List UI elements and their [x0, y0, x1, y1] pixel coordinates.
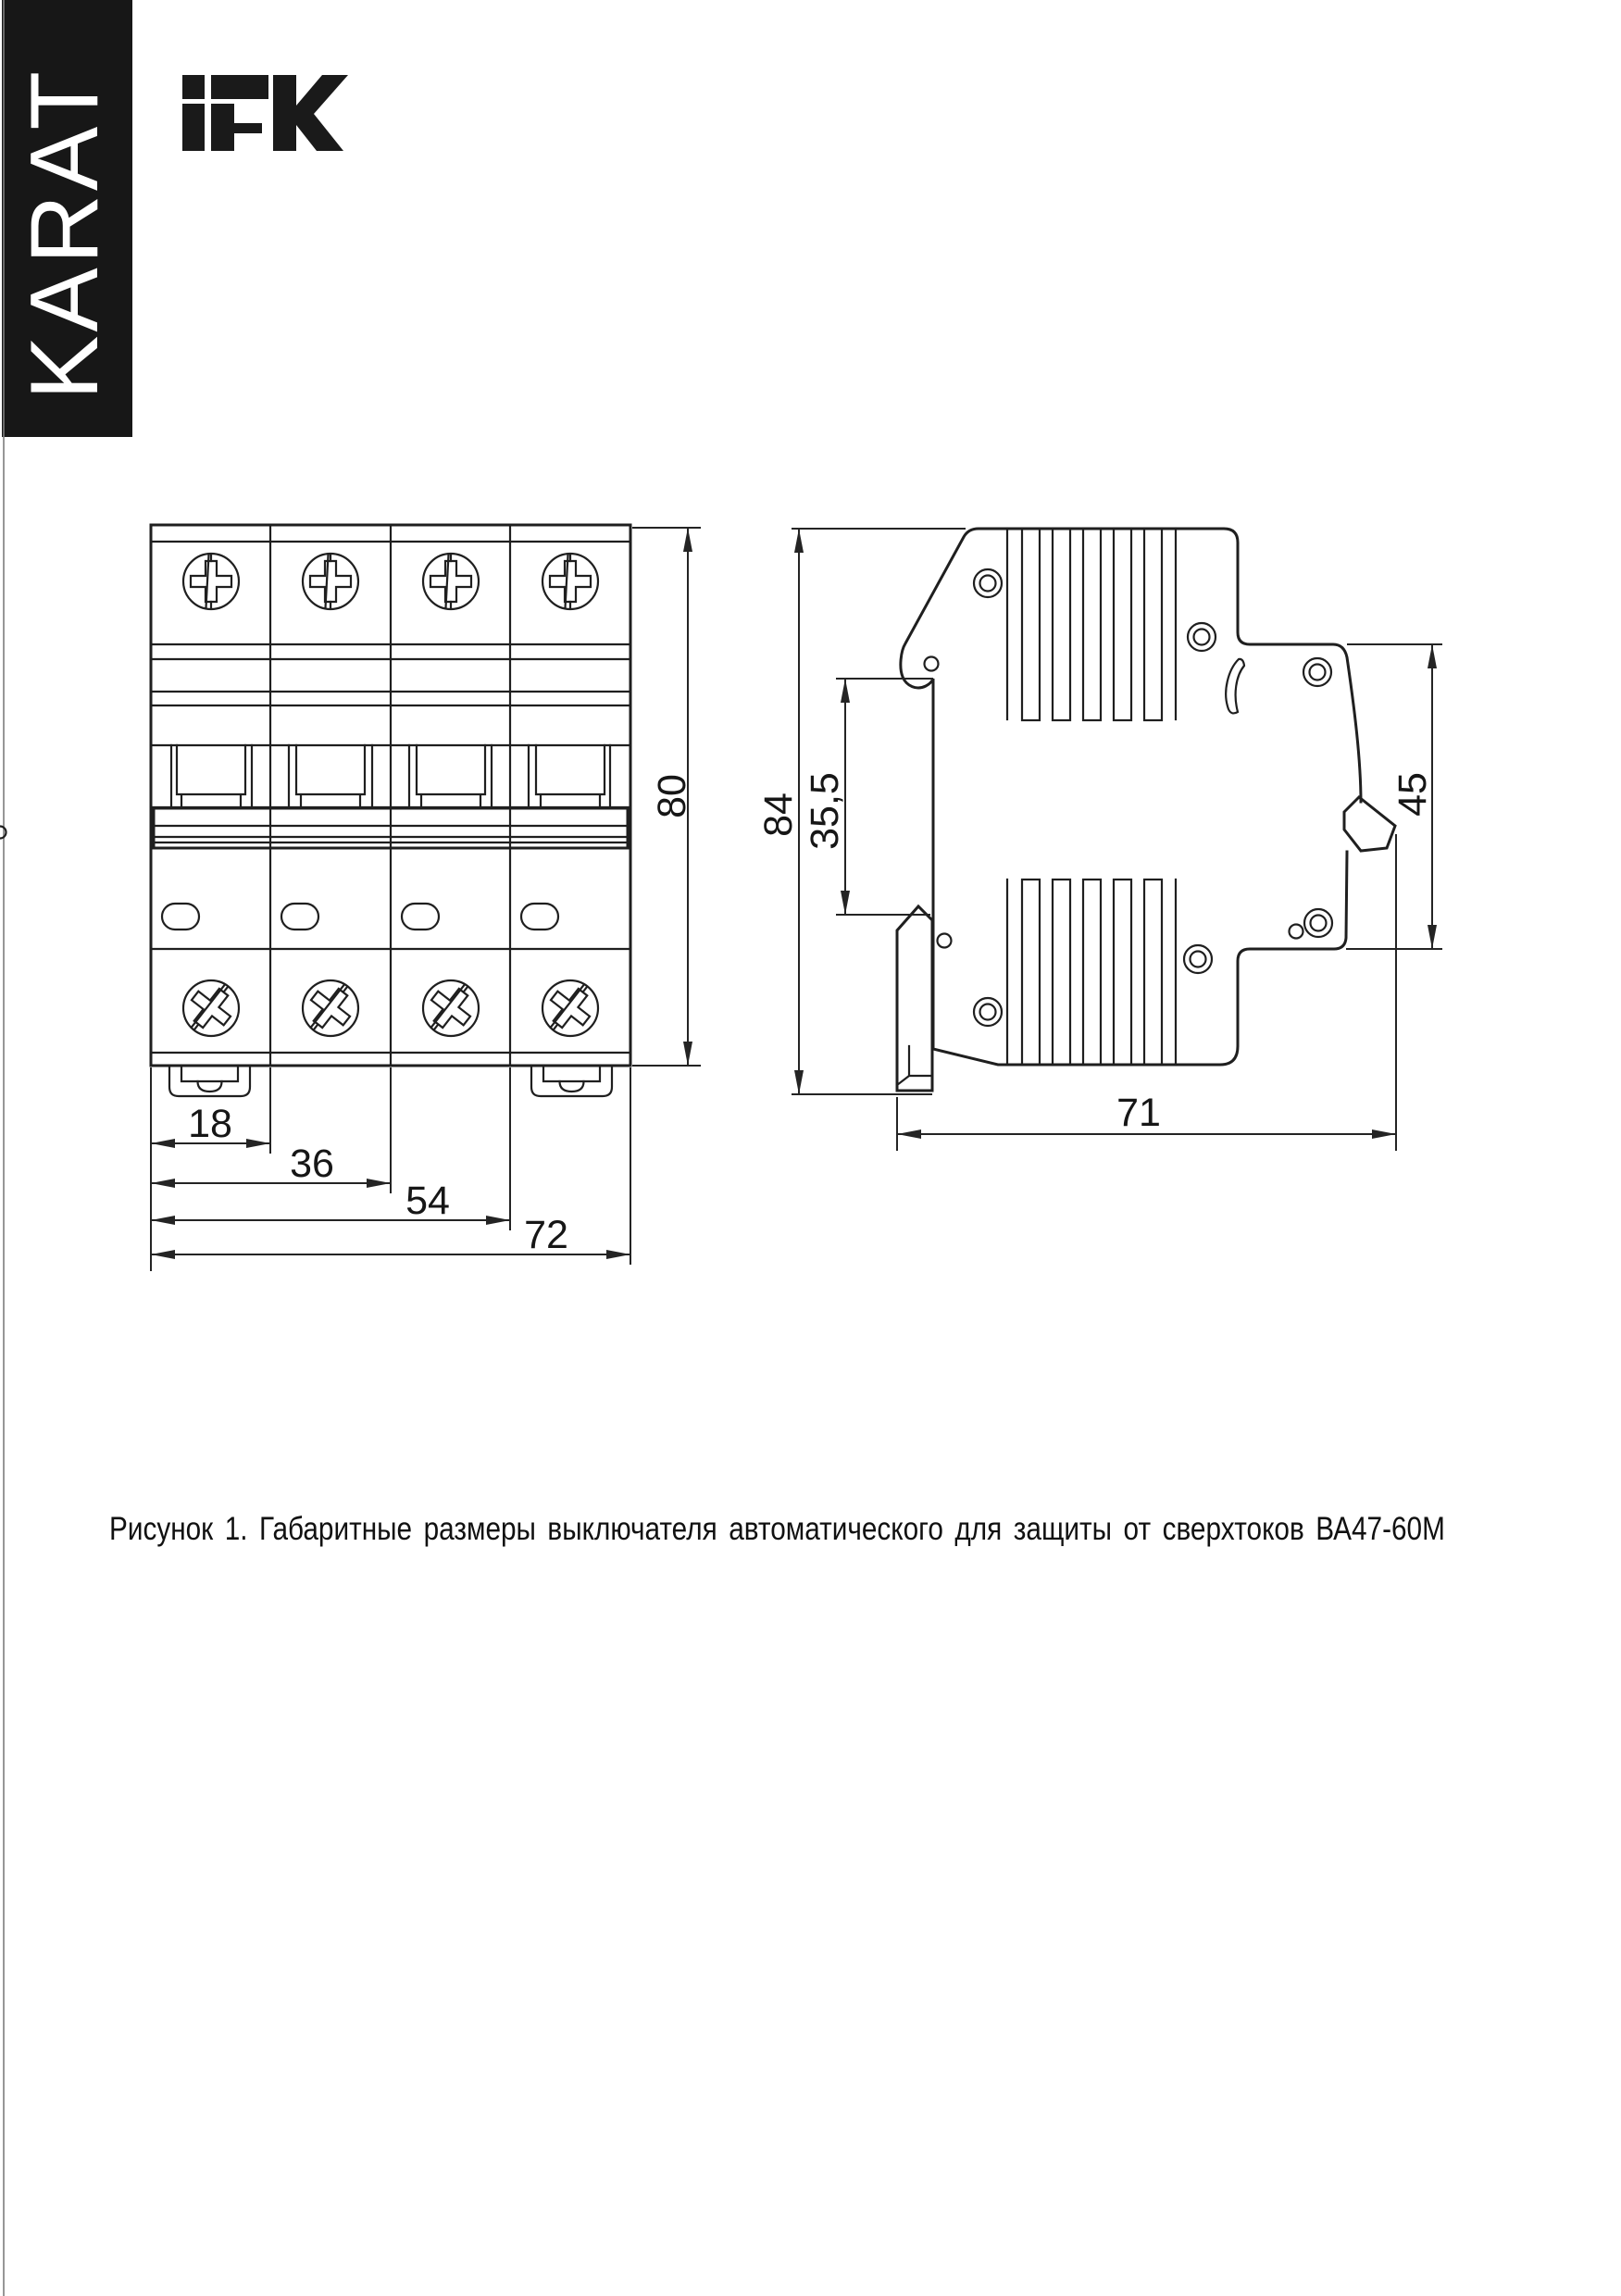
dim-label-36: 36: [290, 1142, 334, 1186]
dim-label-45: 45: [1390, 772, 1435, 817]
dimension-extension-lines-side: [792, 529, 1442, 1151]
figure-caption-text: Рисунок 1. Габаритные размеры выключателя автоматического для защиты от сверхтоков ВА47-60М: [109, 1511, 1445, 1547]
karat-banner-text: KARAT: [11, 67, 118, 400]
dim-label-80: 80: [650, 774, 694, 818]
dim-label-18: 18: [188, 1102, 232, 1146]
side-din-clip: [897, 906, 932, 1091]
dimension-front-45: [1390, 644, 1437, 949]
dimension-depth-71: [897, 1091, 1396, 1139]
dim-label-71: 71: [1116, 1091, 1161, 1135]
dimension-width-18: [151, 1102, 270, 1148]
dim-label-72: 72: [524, 1213, 568, 1257]
dim-label-54: 54: [405, 1179, 450, 1223]
din-clip-left: [169, 1066, 250, 1096]
dimension-height-80: [650, 528, 694, 1066]
dim-label-35-5: 35,5: [803, 772, 847, 850]
dim-label-84: 84: [756, 792, 801, 837]
front-view: [151, 525, 630, 1096]
iek-logo: [182, 75, 348, 151]
figure-caption: [109, 1511, 1461, 1554]
dimension-rail-35-5: [803, 679, 850, 915]
dimension-extension-lines-front: [151, 528, 701, 1271]
dimension-height-84: [756, 529, 804, 1094]
din-clip-right: [531, 1066, 612, 1096]
